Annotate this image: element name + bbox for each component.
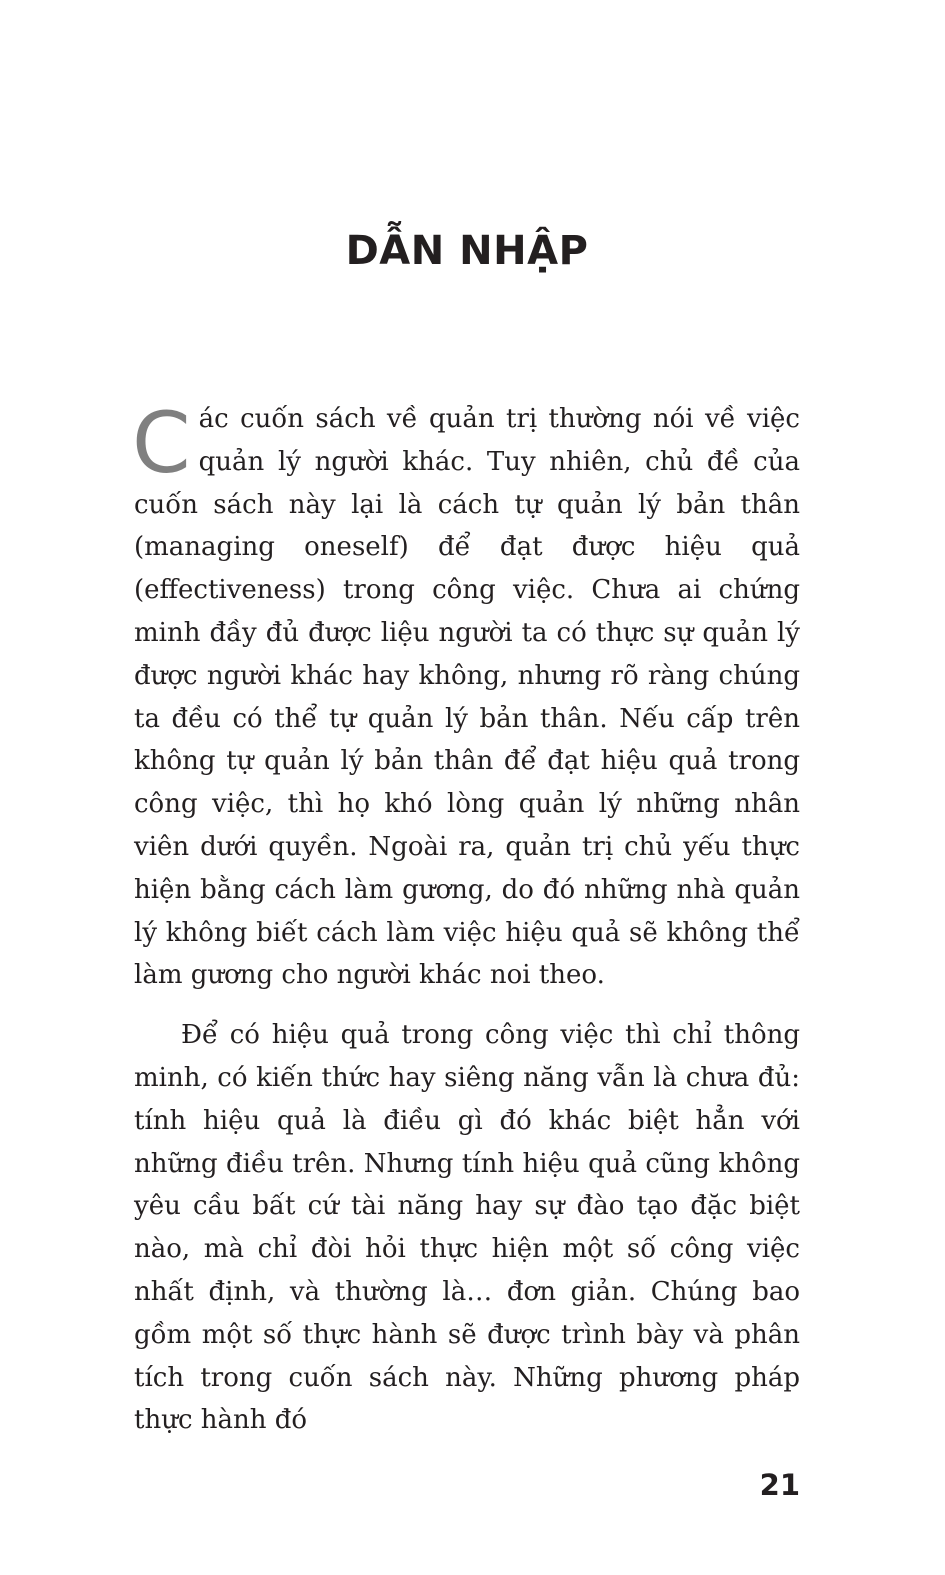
body-text (132, 394, 800, 1442)
paragraph-1 (132, 394, 800, 997)
page-number: 21 (759, 1468, 800, 1502)
chapter-title: DẪN NHẬP (345, 228, 589, 274)
paragraph-1-text: ác cuốn sách về quản trị thường nói về việc quản lý người khác. Tuy nhiên, chủ đề của cuốn sách này lại là cách tự quản lý bản thân (managing oneself) để đạt được hiệu quả (effectiveness) trong công việc. Chưa ai chứng minh đầy đủ được liệu người ta có thực sự quản lý được người khác hay không, nhưng rõ ràng chúng ta đều có thể tự quản lý bản thân. Nếu cấp trên không tự quản lý bản thân để đạt hiệu quả trong công việc, thì họ khó lòng quản lý những nhân viên dưới quyền. Ngoài ra, quản trị chủ yếu thực hiện bằng cách làm gương, do đó những nhà quản lý không biết cách làm việc hiệu quả sẽ không thể làm gương cho người khác noi theo. (134, 404, 800, 991)
drop-cap: C (132, 394, 191, 492)
paragraph-2: Để có hiệu quả trong công việc thì chỉ thông minh, có kiến thức hay siêng năng vẫn là chưa đủ: tính hiệu quả là điều gì đó khác biệt hẳn với những điều trên. Nhưng tính hiệu quả cũng không yêu cầu bất cứ tài năng hay sự đào tạo đặc biệt nào, mà chỉ đòi hỏi thực hiện một số công việc nhất định, và thường là… đơn giản. Chúng bao gồm một số thực hành sẽ được trình bày và phân tích trong cuốn sách này. Những phương pháp thực hành đó (134, 1020, 800, 1436)
